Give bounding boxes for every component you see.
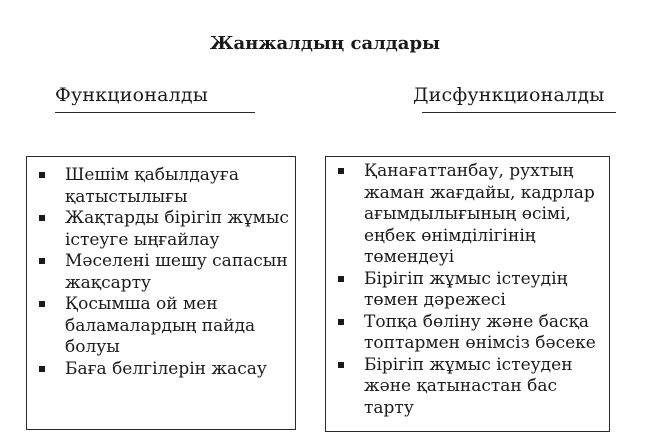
dysfunctional-box xyxy=(325,156,610,432)
bullet-icon xyxy=(39,258,45,264)
bullet-icon xyxy=(338,168,344,174)
bullet-icon xyxy=(39,172,45,178)
bullet-icon xyxy=(338,319,344,325)
functional-underline xyxy=(55,112,255,113)
functional-box xyxy=(26,156,296,430)
dysfunctional-list xyxy=(338,161,603,419)
functional-list xyxy=(39,165,289,380)
list-item xyxy=(338,355,603,420)
list-item-text: Бірігіп жұмыс істеуден және қатынастан бас тарту xyxy=(364,354,573,418)
list-item-text: Қанағаттанбау, рухтың жаман жағдайы, кадрлар ағымдылығының өсімі, еңбек өнімділігінің төмендеуі xyxy=(364,161,595,267)
page-title: Жанжалдың салдары xyxy=(209,33,441,54)
list-item xyxy=(39,294,289,359)
bullet-icon xyxy=(338,276,344,282)
list-item-text: Бірігіп жұмыс істеудің төмен дәрежесі xyxy=(364,268,568,310)
bullet-icon xyxy=(39,215,45,221)
list-item-text: Шешім қабылдауға қатыстылығы xyxy=(65,165,239,207)
list-item xyxy=(39,251,289,294)
list-item-text: Мәселені шешу сапасын жақсарту xyxy=(65,251,288,293)
list-item-text: Жақтарды бірігіп жұмыс істеуге ыңғайлау xyxy=(65,208,289,250)
functional-heading: Функционалды xyxy=(55,84,209,106)
list-item xyxy=(39,359,289,381)
list-item xyxy=(39,165,289,208)
dysfunctional-heading: Дисфункционалды xyxy=(413,84,605,106)
list-item xyxy=(338,161,603,269)
list-item xyxy=(39,208,289,251)
list-item xyxy=(338,269,603,312)
bullet-icon xyxy=(39,366,45,372)
bullet-icon xyxy=(338,362,344,368)
list-item-text: Топқа бөліну және басқа топтармен өнімсіз бәсеке xyxy=(364,311,596,353)
dysfunctional-underline xyxy=(422,112,616,113)
list-item-text: Қосымша ой мен баламалардың пайда болуы xyxy=(65,294,256,357)
bullet-icon xyxy=(39,301,45,307)
list-item-text: Баға белгілерін жасау xyxy=(65,358,267,379)
list-item xyxy=(338,312,603,355)
